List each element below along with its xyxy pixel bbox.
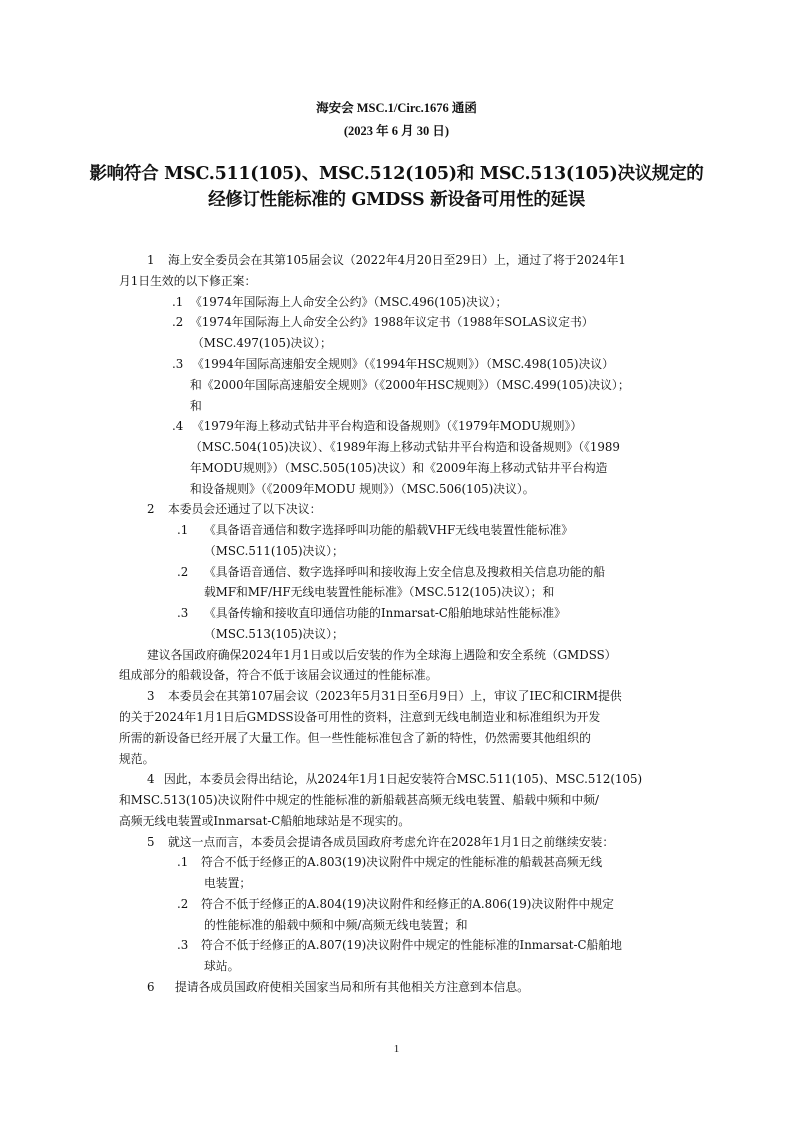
paragraph-number: 3 bbox=[147, 689, 155, 703]
item-number: .1 bbox=[172, 295, 184, 309]
item-text: 《1994年国际高速船安全规则》（《1994年HSC规则》）（MSC.498(105)决议） bbox=[192, 357, 614, 371]
item-text: 和 bbox=[190, 399, 202, 413]
item-text: 《1974年国际海上人命安全公约》（MSC.496(105)决议）； bbox=[190, 295, 508, 309]
item-number: .2 bbox=[177, 565, 189, 579]
paragraph-text: 因此，本委员会得出结论，从2024年1月1日起安装符合MSC.511(105)、MSC.512(105) bbox=[164, 772, 643, 786]
item-number: .1 bbox=[177, 523, 189, 537]
paragraph-number: 4 bbox=[147, 772, 155, 786]
item-text: 符合不低于经修正的A.804(19)决议附件和经修正的A.806(19)决议附件中规定 bbox=[201, 897, 614, 911]
item-text: 和《2000年国际高速船安全规则》（《2000年HSC规则》）（MSC.499(105)决议）； bbox=[190, 378, 630, 392]
item-text: 《具备传输和接收直印通信功能的Inmarsat-C船舶地球站性能标准》 bbox=[204, 606, 566, 620]
paragraph-text: 本委员会在其第107届会议（2023年5月31日至6月9日）上，审议了IEC和CIRM提供 bbox=[168, 689, 622, 703]
item-text: （MSC.511(105)决议）； bbox=[204, 544, 344, 558]
item-number: .3 bbox=[177, 938, 189, 952]
paragraph-text: 提请各成员国政府使相关国家当局和所有其他相关方注意到本信息。 bbox=[175, 980, 529, 994]
item-text: 符合不低于经修正的A.803(19)决议附件中规定的性能标准的船载甚高频无线 bbox=[201, 855, 603, 869]
paragraph-text: 高频无线电装置或Inmarsat-C船舶地球站是不现实的。 bbox=[119, 814, 411, 828]
item-text: 球站。 bbox=[204, 959, 240, 973]
item-number: .4 bbox=[172, 419, 184, 433]
item-text: 《1979年海上移动式钻井平台构造和设备规则》（《1979年MODU规则》） bbox=[192, 419, 583, 433]
document-title-line-1: 影响符合 MSC.511(105)、MSC.512(105)和 MSC.513(105)决议规定的 bbox=[89, 164, 704, 184]
item-text: 符合不低于经修正的A.807(19)决议附件中规定的性能标准的Inmarsat-C船舶地 bbox=[201, 938, 622, 952]
item-number: .1 bbox=[177, 855, 189, 869]
paragraph-text: 就这一点而言，本委员会提请各成员国政府考虑允许在2028年1月1日之前继续安装： bbox=[168, 835, 615, 849]
paragraph-number: 2 bbox=[147, 502, 155, 516]
item-text: （MSC.504(105)决议）、《1989年海上移动式钻井平台构造和设备规则》（《1989 bbox=[190, 440, 620, 454]
circular-reference: 海安会 MSC.1/Circ.1676 通函 bbox=[316, 101, 477, 115]
paragraph-text: 月1日生效的以下修正案： bbox=[119, 274, 257, 288]
item-text: （MSC.497(105)决议）； bbox=[192, 336, 332, 350]
item-number: .3 bbox=[172, 357, 184, 371]
paragraph-number: 5 bbox=[147, 835, 155, 849]
item-text: 《1974年国际海上人命安全公约》1988年议定书（1988年SOLAS议定书） bbox=[190, 315, 594, 329]
item-text: 和设备规则》（《2009年MODU 规则》）（MSC.506(105)决议）。 bbox=[190, 482, 535, 496]
item-number: .3 bbox=[177, 606, 189, 620]
document-title-line-2: 经修订性能标准的 GMDSS 新设备可用性的延误 bbox=[208, 190, 585, 210]
item-text: （MSC.513(105)决议）； bbox=[204, 627, 344, 641]
paragraph-text: 组成部分的船载设备，符合不低于该届会议通过的性能标准。 bbox=[119, 668, 438, 682]
paragraph-text: 所需的新设备已经开展了大量工作。但一些性能标准包含了新的特性，仍然需要其他组织的 bbox=[119, 731, 591, 745]
item-text: 的性能标准的船载中频和中频/高频无线电装置；和 bbox=[204, 918, 468, 932]
paragraph-text: 建议各国政府确保2024年1月1日或以后安装的作为全球海上遇险和安全系统（GMDSS） bbox=[147, 648, 617, 662]
page-number: 1 bbox=[393, 1043, 400, 1055]
item-text: 载MF和MF/HF无线电装置性能标准》（MSC.512(105)决议）；和 bbox=[204, 585, 555, 599]
paragraph-text: 海上安全委员会在其第105届会议（2022年4月20日至29日）上，通过了将于2024年1 bbox=[168, 253, 626, 267]
paragraph-number: 6 bbox=[147, 980, 155, 994]
paragraph-text: 的关于2024年1月1日后GMDSS设备可用性的资料，注意到无线电制造业和标准组织为开发 bbox=[119, 710, 601, 724]
item-number: .2 bbox=[172, 315, 184, 329]
paragraph-number: 1 bbox=[147, 253, 155, 267]
paragraph-text: 和MSC.513(105)决议附件中规定的性能标准的新船载甚高频无线电装置、船载中频和中频/ bbox=[119, 793, 600, 807]
paragraph-text: 本委员会还通过了以下决议： bbox=[168, 502, 322, 516]
circular-date: (2023 年 6 月 30 日) bbox=[343, 124, 450, 138]
item-text: 《具备语音通信、数字选择呼叫和接收海上安全信息及搜救相关信息功能的船 bbox=[204, 565, 606, 579]
item-number: .2 bbox=[177, 897, 189, 911]
paragraph-text: 规范。 bbox=[119, 752, 155, 766]
item-text: 《具备语音通信和数字选择呼叫功能的船载VHF无线电装置性能标准》 bbox=[204, 523, 574, 537]
item-text: 电装置； bbox=[204, 876, 252, 890]
item-text: 年MODU规则》）（MSC.505(105)决议）和《2009年海上移动式钻井平台构造 bbox=[190, 461, 608, 475]
